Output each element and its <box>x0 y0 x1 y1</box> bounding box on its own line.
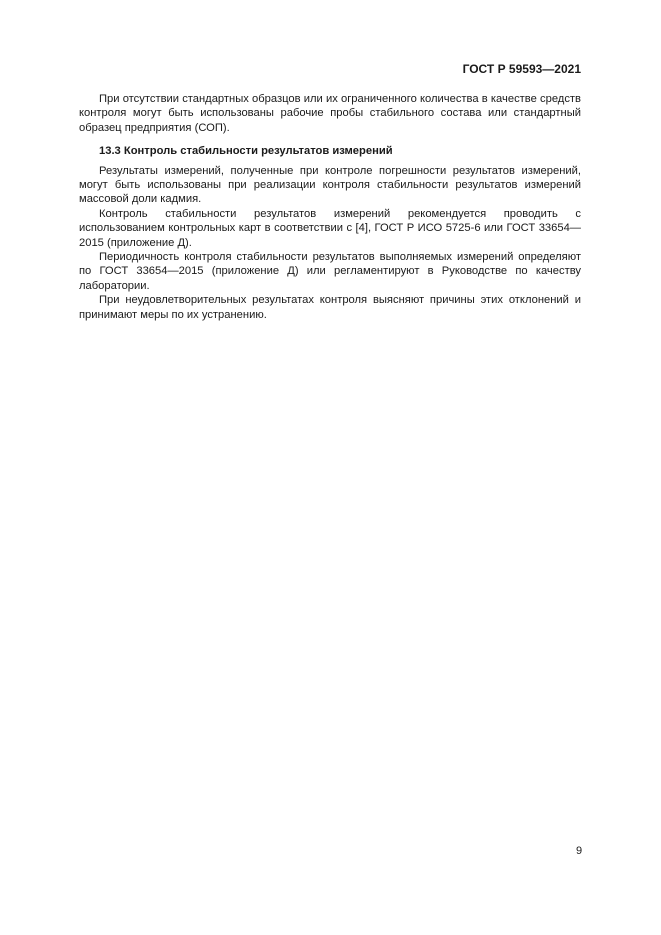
paragraph: Контроль стабильности результатов измерений рекомендуется проводить с использованием контрольных карт в соответствии с [4], ГОСТ Р ИСО 5725-6 или ГОСТ 33654—2015 (приложение Д). <box>79 207 581 249</box>
page-number: 9 <box>576 845 583 857</box>
paragraph: При отсутствии стандартных образцов или их ограниченного количества в качестве средств контроля могут быть использованы рабочие пробы стабильного состава или стандартный образец предприятия (СОП). <box>79 93 581 134</box>
section-heading: 13.3 Контроль стабильности результатов измерений <box>99 145 393 158</box>
paragraph: При неудовлетворительных результатах контроля выясняют причины этих отклонений и принимают меры по их устранению. <box>79 294 581 321</box>
page-body <box>79 92 581 322</box>
document-code-header: ГОСТ Р 59593—2021 <box>462 62 581 76</box>
paragraph: Периодичность контроля стабильности результатов выполняемых измерений определяют по ГОСТ 33654—2015 (приложение Д) или регламентируют в Руководстве по качеству лаборатории. <box>79 251 581 292</box>
paragraph: Результаты измерений, полученные при контроле погрешности результатов измерений, могут быть использованы при реализации контроля стабильности результатов измерений массовой доли кадмия. <box>79 164 581 206</box>
